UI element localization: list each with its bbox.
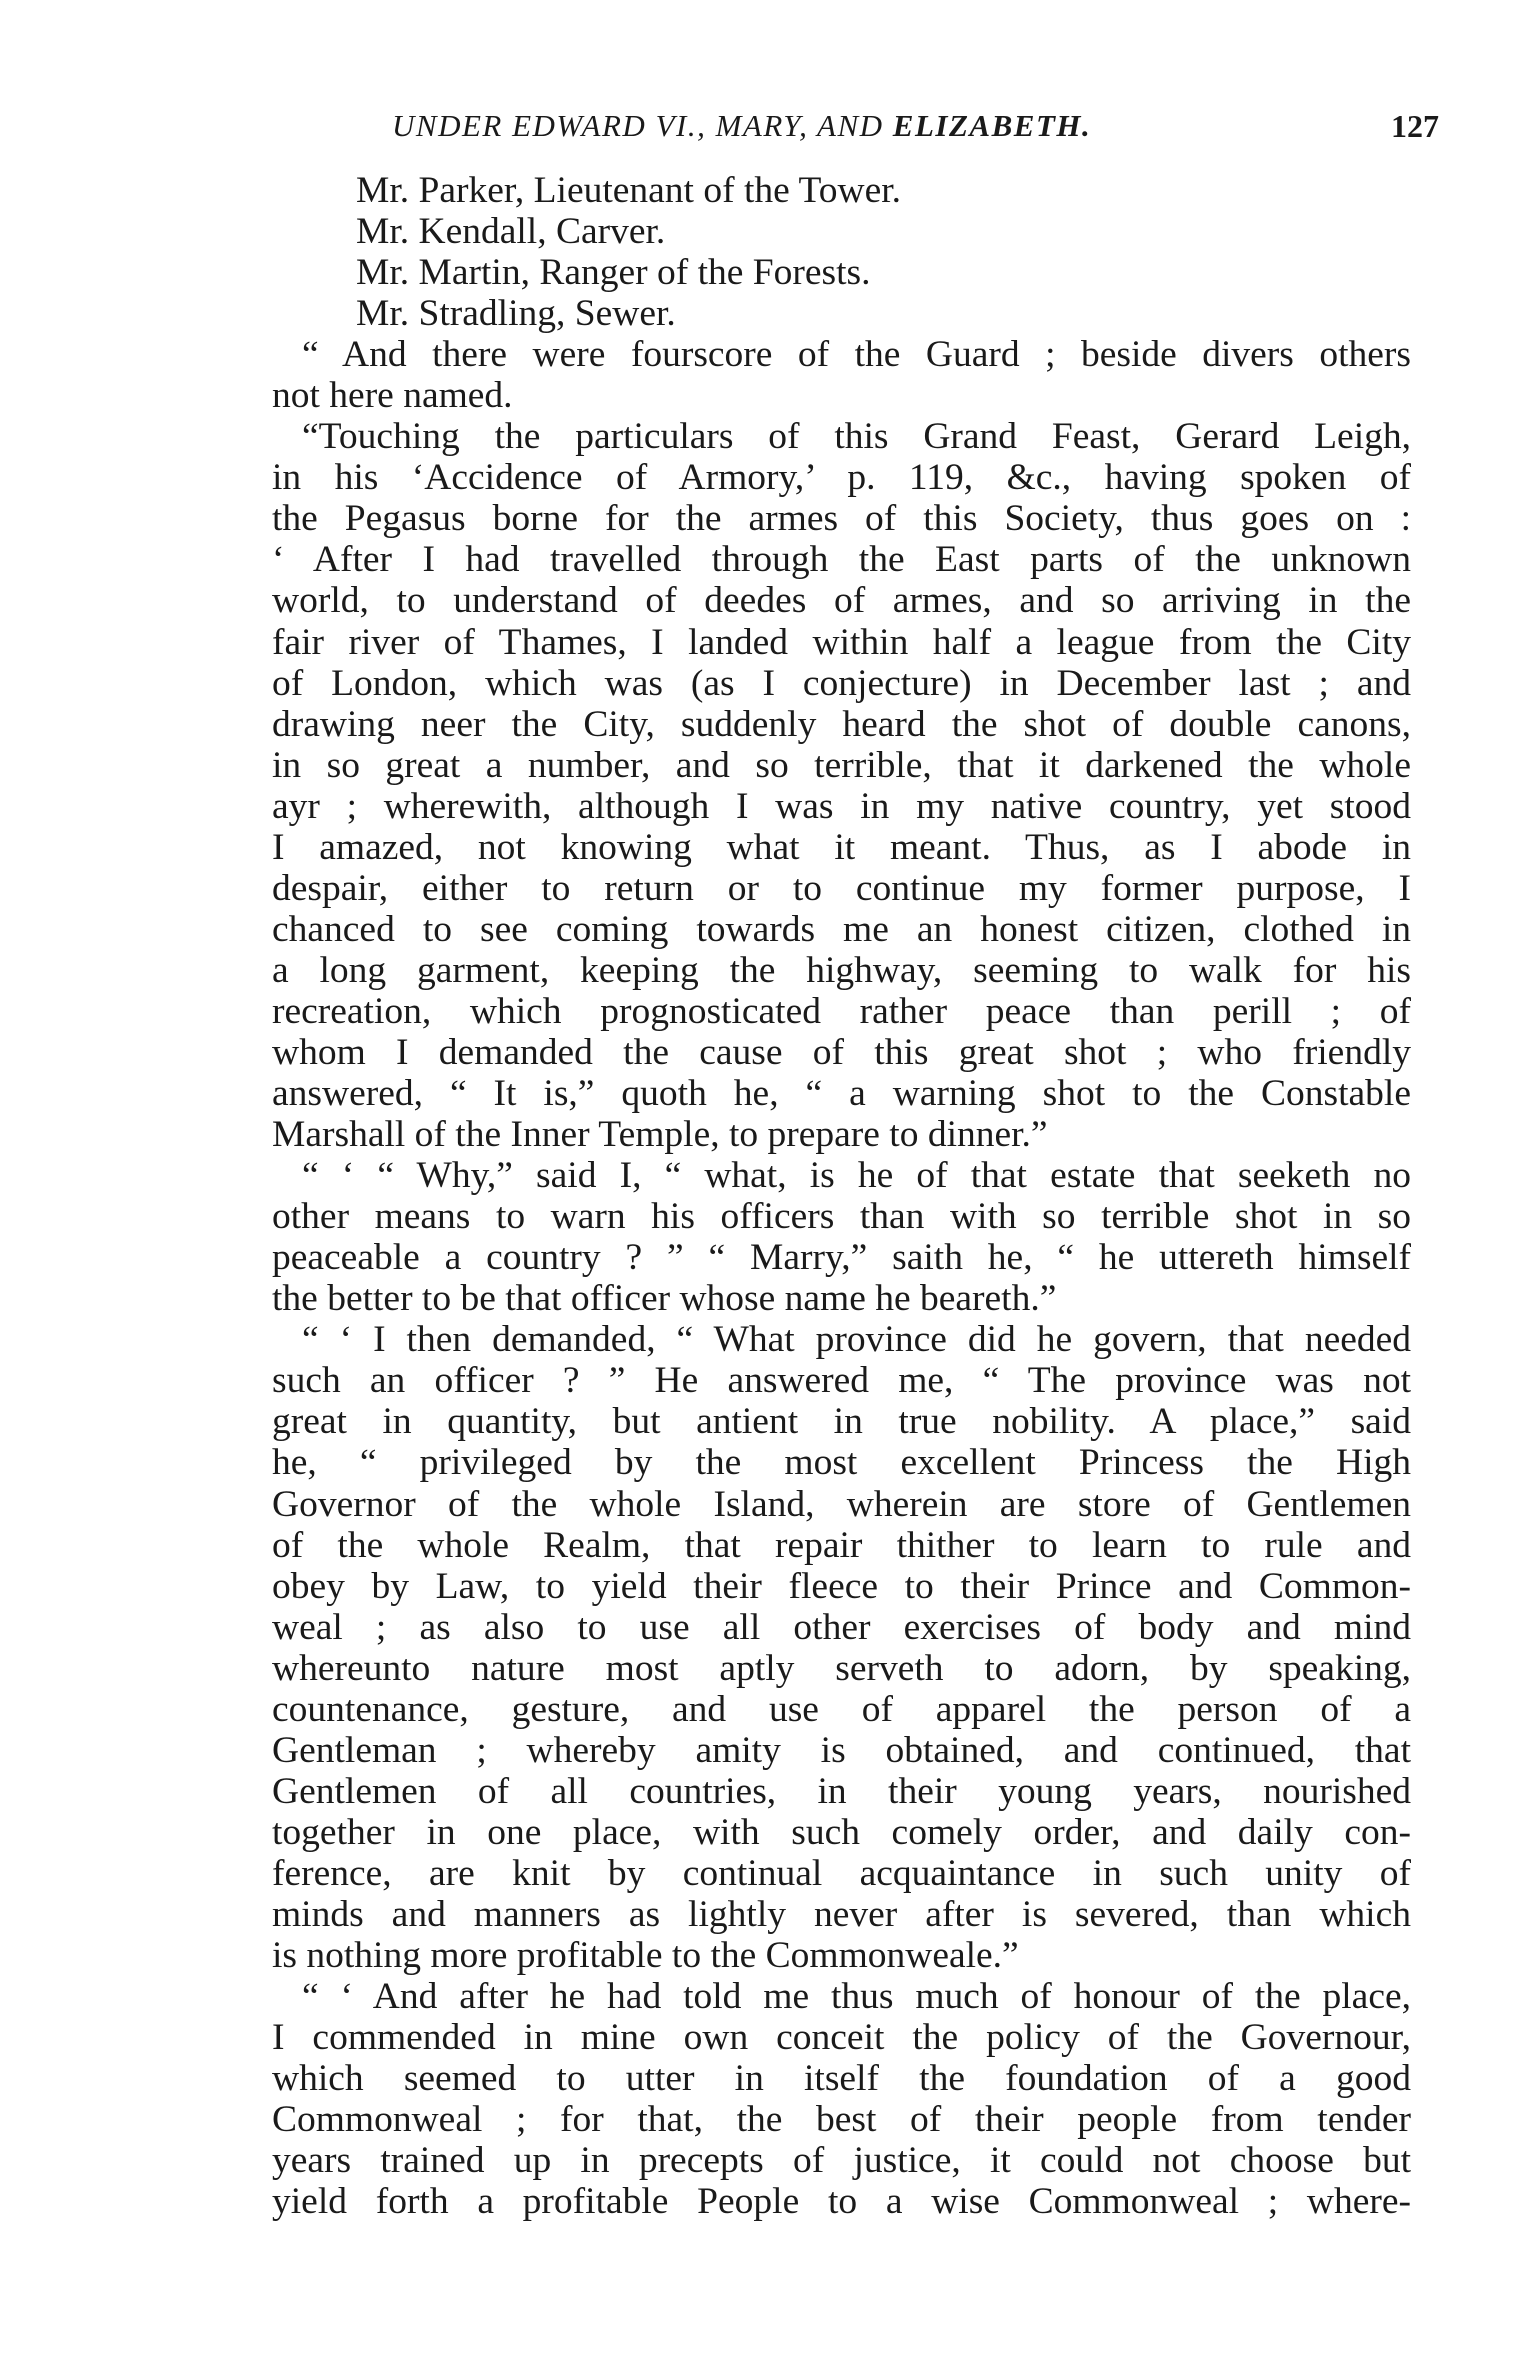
text-line: recreation, which prognosticated rather peace than perill ; of [272,990,1411,1032]
text-line: Marshall of the Inner Temple, to prepare to dinner.” [272,1114,1048,1156]
running-head-bold: ELIZABETH. [892,108,1092,143]
text-line: whom I demanded the cause of this great shot ; who friendly [272,1031,1411,1073]
text-line: together in one place, with such comely order, and daily con- [272,1811,1411,1853]
text-line: Governor of the whole Island, wherein are store of Gentlemen [272,1483,1411,1525]
text-line: great in quantity, but antient in true nobility. A place,” said [272,1401,1411,1443]
text-line: minds and manners as lightly never after is severed, than which [272,1893,1411,1935]
text-line: ference, are knit by continual acquaintance in such unity of [272,1852,1411,1894]
page-number: 127 [1391,108,1439,144]
running-header [392,108,1439,152]
text-line: Mr. Stradling, Sewer. [356,293,676,335]
text-line: yield forth a profitable People to a wise Commonweal ; where- [272,2181,1411,2223]
text-line: peaceable a country ? ” “ Marry,” saith he, “ he uttereth himself [272,1237,1411,1279]
text-line: such an officer ? ” He answered me, “ The province was not [272,1360,1411,1402]
text-line: he, “ privileged by the most excellent Princess the High [272,1442,1411,1484]
text-line: ayr ; wherewith, although I was in my native country, yet stood [272,785,1411,827]
text-line: “Touching the particulars of this Grand Feast, Gerard Leigh, [302,416,1411,458]
text-line: despair, either to return or to continue my former purpose, I [272,867,1411,909]
body-text [272,170,1411,2222]
text-line: is nothing more profitable to the Commonweale.” [272,1935,1019,1977]
text-line: answered, “ It is,” quoth he, “ a warning shot to the Constable [272,1073,1411,1115]
text-line: years trained up in precepts of justice, it could not choose but [272,2140,1411,2182]
text-line: of the whole Realm, that repair thither to learn to rule and [272,1524,1411,1566]
text-line: Mr. Martin, Ranger of the Forests. [356,252,871,294]
text-line: which seemed to utter in itself the foundation of a good [272,2058,1411,2100]
text-line: Gentleman ; whereby amity is obtained, and continued, that [272,1729,1411,1771]
text-line: fair river of Thames, I landed within half a league from the City [272,621,1411,663]
text-line: ‘ After I had travelled through the East parts of the unknown [272,539,1411,581]
text-line: the better to be that officer whose name he beareth.” [272,1278,1057,1320]
text-line: Mr. Parker, Lieutenant of the Tower. [356,170,902,211]
text-line: I commended in mine own conceit the policy of the Governour, [272,2017,1411,2059]
text-line: other means to warn his officers than with so terrible shot in so [272,1196,1411,1238]
text-line: in so great a number, and so terrible, that it darkened the whole [272,744,1411,786]
text-line: “ ‘ And after he had told me thus much of honour of the place, [302,1976,1411,2018]
text-line: whereunto nature most aptly serveth to adorn, by speaking, [272,1647,1411,1689]
text-line: not here named. [272,375,513,417]
text-line: obey by Law, to yield their fleece to their Prince and Common- [272,1565,1411,1607]
text-line: Commonweal ; for that, the best of their people from tender [272,2099,1411,2141]
text-line: chanced to see coming towards me an honest citizen, clothed in [272,908,1411,950]
running-head [392,108,1091,144]
text-line: “ And there were fourscore of the Guard ; beside divers others [302,334,1411,376]
text-line: countenance, gesture, and use of apparel the person of a [272,1688,1411,1730]
text-line: world, to understand of deedes of armes, and so arriving in the [272,580,1411,622]
text-line: in his ‘Accidence of Armory,’ p. 119, &c., having spoken of [272,457,1411,499]
text-line: of London, which was (as I conjecture) in December last ; and [272,662,1411,704]
text-line: “ ‘ I then demanded, “ What province did he govern, that needed [302,1319,1411,1361]
text-line: drawing neer the City, suddenly heard the shot of double canons, [272,703,1411,745]
text-line: I amazed, not knowing what it meant. Thus, as I abode in [272,826,1411,868]
text-line: weal ; as also to use all other exercises of body and mind [272,1606,1411,1648]
text-line: Mr. Kendall, Carver. [356,211,666,253]
text-line: Gentlemen of all countries, in their young years, nourished [272,1770,1411,1812]
text-line: the Pegasus borne for the armes of this Society, thus goes on : [272,498,1411,540]
text-line: “ ‘ “ Why,” said I, “ what, is he of that estate that seeketh no [302,1155,1411,1197]
running-head-text: UNDER EDWARD VI., MARY, AND [392,108,893,143]
text-line: a long garment, keeping the highway, seeming to walk for his [272,949,1411,991]
